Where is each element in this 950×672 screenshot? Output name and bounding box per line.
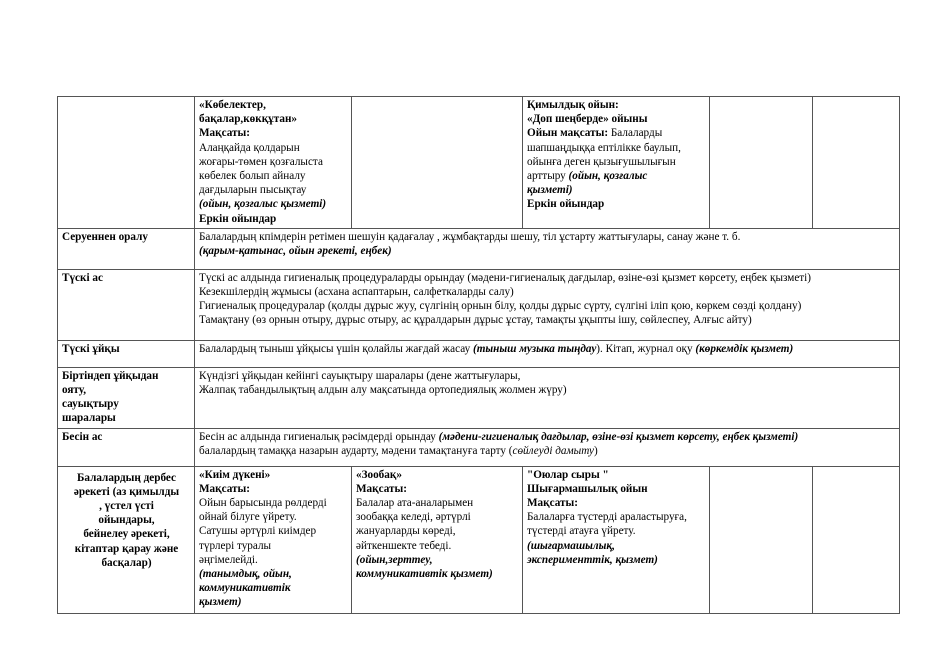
row-label <box>58 466 195 613</box>
cell-empty <box>352 97 523 229</box>
goal-text: жоғары-төмен қозғалыста <box>199 155 323 168</box>
row-label-line: әрекеті (аз қимылды <box>73 485 180 498</box>
row-label-line: кітаптар қарау және <box>74 542 179 555</box>
goal-text: әңгімелейді. <box>199 553 258 566</box>
game-title: «Доп шеңберде» ойыны <box>527 113 648 126</box>
activity-type: (ойын, қозғалыс қызметі) <box>199 198 327 211</box>
cell-butterflies-game <box>195 97 352 229</box>
row-label <box>58 367 195 428</box>
goal-text: шапшаңдыққа ептілікке баулып, <box>527 141 681 154</box>
goal-text: Алаңқайда қолдарын <box>199 141 300 154</box>
row-lunch <box>58 269 900 340</box>
activity-type-cont: қызметі) <box>527 184 573 197</box>
goal-text: әйткеншекте тебеді. <box>356 539 452 552</box>
activity-type: (танымдық, ойын, <box>199 568 292 581</box>
activity-type: коммуникативтік қызмет) <box>356 568 493 581</box>
cell-empty <box>710 97 813 229</box>
cell-zoo <box>352 466 523 613</box>
goal-text: көбелек болып айналу <box>199 170 306 183</box>
goal-label: Мақсаты: <box>199 127 250 140</box>
activity-type: (көркемдік қызмет) <box>695 342 794 355</box>
row-return-walk <box>58 228 900 269</box>
row-label: Серуеннен оралу <box>58 228 195 269</box>
activity-type: эксперименттік, қызмет) <box>527 553 658 566</box>
activity-type: сөйлеуді дамыту <box>512 444 595 457</box>
cell-empty <box>813 97 900 229</box>
row-label-line: Біртіндеп ұйқыдан <box>62 369 159 382</box>
row-label: Түскі ұйқы <box>58 340 195 367</box>
goal-label: Мақсаты: <box>527 497 578 510</box>
content-text: Күндізгі ұйқыдан кейінгі сауықтыру шаралары (дене жаттығулары, <box>199 369 521 382</box>
row-nap <box>58 340 900 367</box>
goal-text: Ойын барысында рөлдерді <box>199 497 327 510</box>
cell-ball-game <box>523 97 710 229</box>
goal-text: ойнай білуге үйрету. <box>199 511 297 524</box>
row-wakeup <box>58 367 900 428</box>
activity-type: қызмет) <box>199 596 242 609</box>
row-label-line: ойындары, <box>98 514 155 527</box>
row-label-line: сауықтыру <box>62 398 119 411</box>
free-games: Еркін ойындар <box>199 212 277 225</box>
game-title: "Оюлар сыры " <box>527 468 609 481</box>
goal-text: зообаққа келеді, әртүрлі <box>356 511 471 524</box>
content-text: балалардың тамаққа назарын аударту, мәдени тамақтануға тарту ( <box>199 444 513 457</box>
row-content <box>195 367 900 428</box>
goal-text: түстерді атауға үйрету. <box>527 525 636 538</box>
schedule-table <box>57 96 900 614</box>
content-text: Балалардың кпімдерін ретімен шешуін қадағалау , жұмбақтарды шешу, тіл ұстарту жаттығулары, санау және т. б. <box>199 230 741 243</box>
activity-type: (ойын, қозғалыс <box>568 170 648 183</box>
row-content <box>195 269 900 340</box>
goal-label: Ойын мақсаты: <box>527 127 609 140</box>
row-independent-activity <box>58 466 900 613</box>
activity-type: (қарым-қатынас, ойын әрекеті, еңбек) <box>199 245 392 258</box>
row-label-line: ояту, <box>62 384 87 397</box>
row-label-line: басқалар) <box>101 556 152 569</box>
row-label-line: шаралары <box>62 412 116 425</box>
goal-text: ойынға деген қызығушылығын <box>527 155 676 168</box>
row-walk-games <box>58 97 900 229</box>
content-text: ) <box>594 444 598 457</box>
row-label-line: бейнелеу әрекеті, <box>83 528 170 541</box>
activity-type: (ойын,зерттеу, <box>356 553 433 566</box>
goal-text: Балаларды <box>608 127 663 140</box>
game-title: «Зообақ» <box>356 468 402 481</box>
goal-text: арттыру <box>527 170 569 183</box>
content-text: Тамақтану (өз орнын отыру, дұрыс отыру, ас құралдарын дұрыс ұстау, тамақты ұқыпты ішу, сөйлеспеу, Алғыс айту) <box>199 314 752 327</box>
row-label: Түскі ас <box>58 269 195 340</box>
content-text: Гигиеналық процедуралар (қолды дұрыс жуу, сүлгінің орнын білу, қолды дұрыс сүрту, сүлгіні іліп қою, көркем сөзді қолдану) <box>199 300 802 313</box>
goal-text: Балалар ата-аналарымен <box>356 497 474 510</box>
activity-type: (тыныш музыка тыңдау <box>472 342 597 355</box>
row-label-line: Балалардың дербес <box>77 471 176 484</box>
row-content <box>195 340 900 367</box>
content-text: ). Кітап, журнал оқу <box>596 342 696 355</box>
goal-label: Мақсаты: <box>356 482 407 495</box>
game-title: «Киім дүкені» <box>199 468 271 481</box>
goal-label: Мақсаты: <box>199 482 250 495</box>
activity-type: (мәдени-гигиеналық дағдылар, өзіне-өзі қызмет көрсету, еңбек қызметі) <box>438 430 799 443</box>
row-label-line: , үстел үсті <box>99 500 154 513</box>
cell-empty <box>710 466 813 613</box>
free-games: Еркін ойындар <box>527 198 605 211</box>
cell-clothes-shop <box>195 466 352 613</box>
content-text: Балалардың тыныш ұйқысы үшін қолайлы жағдай жасау <box>199 342 473 355</box>
row-content <box>195 428 900 466</box>
goal-text: түрлері туралы <box>199 539 272 552</box>
cell-empty-label <box>58 97 195 229</box>
row-content <box>195 228 900 269</box>
content-text: Жалпақ табандылықтың алдын алу мақсатында ортопедиялық жолмен жүру) <box>199 384 567 397</box>
game-type: Қимылдық ойын: <box>527 99 619 111</box>
activity-type: коммуникативтік <box>199 582 291 595</box>
content-text: Бесін ас алдында гигиеналық рәсімдерді орындау <box>199 430 439 443</box>
goal-text: Балаларға түстерді араластыруға, <box>527 511 687 524</box>
activity-type: (шығармашылық, <box>527 539 615 552</box>
game-type: Шығармашылық ойын <box>527 482 648 495</box>
content-text: Кезекшілердің жұмысы (асхана аспаптарын, салфеткаларды салу) <box>199 286 514 299</box>
goal-text: жануарларды көреді, <box>356 525 456 538</box>
goal-text: Сатушы әртүрлі киімдер <box>199 525 317 538</box>
goal-text: дағдыларын пысықтау <box>199 184 307 197</box>
game-title: «Көбелектер, <box>199 99 266 111</box>
cell-empty <box>813 466 900 613</box>
cell-ornaments <box>523 466 710 613</box>
content-text: Түскі ас алдында гигиеналық процедураларды орындау (мәдени-гигиеналық дағдылар, өзіне-өзі қызмет көрсету, еңбек қызметі) <box>199 271 812 284</box>
row-label: Бесін ас <box>58 428 195 466</box>
game-title-cont: бақалар,көкқұтан» <box>199 113 298 126</box>
row-afternoon-snack <box>58 428 900 466</box>
